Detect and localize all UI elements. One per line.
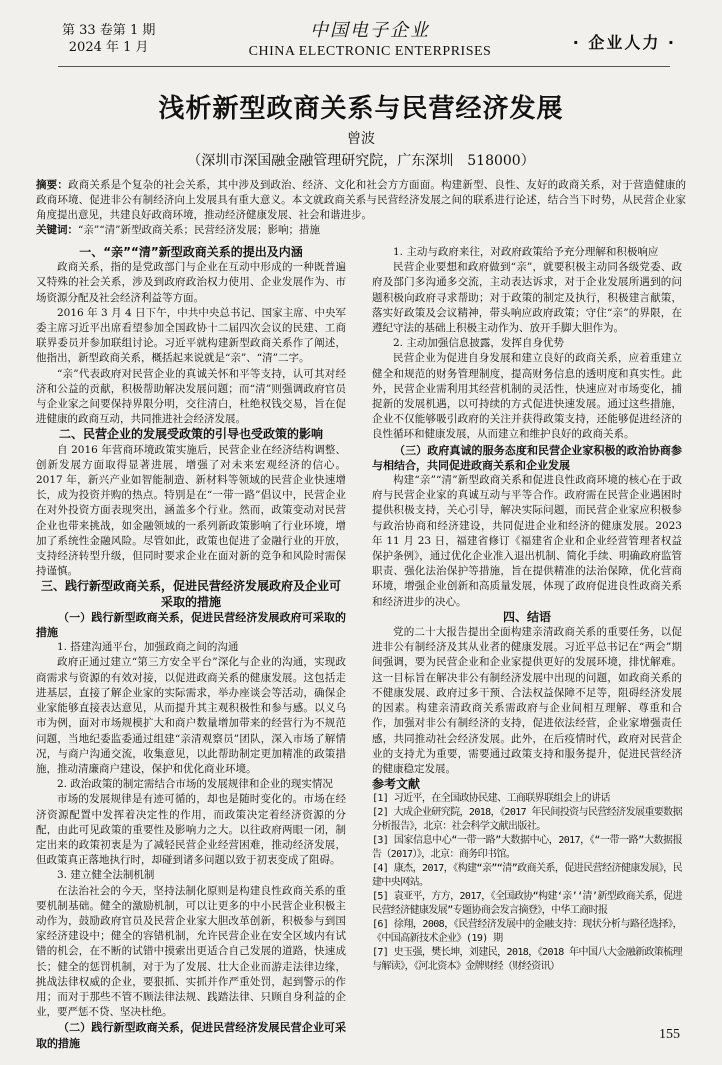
- section-heading: 二、民营企业的发展受政策的引导也受政策的影响: [58, 427, 323, 442]
- reference-item: [3] 国家信息中心“一带一路”大数据中心，2017，《“一带一路”大数据报告（2017）》，北京：商务印书馆。: [372, 835, 682, 861]
- body-paragraph: 民营企业要想和政府做到“亲”，就要积极主动同各级党委、政府及部门多沟通多交流，主动表达诉求，对于企业发展所遇到的问题积极向政府寻求帮助；对于政策的制定及执行，积极建言献策，落实好政策及会议精神，带头响应政府政策；守住“亲”的界限，在遵纪守法的基础上积极主动作为、放开手脚大胆作为。: [372, 261, 682, 335]
- page-number: 155: [659, 1027, 680, 1042]
- abstract: [36, 178, 686, 223]
- header-divider: [58, 66, 670, 67]
- abstract-text: 政商关系是个复杂的社会关系，其中涉及到政治、经济、文化和社会方方面面。构建新型、良性、友好的政商关系，对于营造健康的政商环境、促进非公有制经济向上发展具有重大意义。本文就政商关系与民营经济发展之间的联系进行论述，结合当下时势，从民营企业家角度提出意见，共建良好政商环境，推动经济健康发展、社会和谐进步。: [36, 179, 687, 221]
- reference-item: [7] 史玉强，樊长坤，刘建民，2018，《2018 年中国八大金融新政策梳理与解读》，《河北资本》金牌财经（财经资讯）: [372, 947, 682, 973]
- reference-item: [1] 习近平，在全国政协民建、工商联界联组会上的讲话: [372, 793, 610, 805]
- subsection-heading: （一）践行新型政商关系，促进民营经济发展政府可采取的措施: [36, 610, 346, 640]
- right-column: [372, 245, 682, 974]
- body-paragraph: 民营企业为促进自身发展和建立良好的政商关系，应着重建立健全和规范的财务管理制度，提高财务信息的透明度和真实性。此外，民营企业需利用其经营机制的灵活性，快速应对市场变化，捕捉新的发展机遇，以可持续的方式促进快速发展。通过这些措施，企业不仅能够吸引政府的关注并获得政策支持，还能够促进经济的良性循环和健康发展，从而建立和维护良好的政商关系。: [372, 352, 682, 441]
- reference-item: [6] 徐翔，2008，《民营经济发展中的金融支持：现状分析与路径选择》，《中国高新技术企业》(19) 期: [372, 919, 682, 945]
- body-paragraph: 在法治社会的今天，坚持法制化原则是构建良性政商关系的重要机制基础。健全的激励机制，可以让更多的中小民营企业积极主动作为，鼓励政府官员及民营企业家大胆改革创新，积极参与到国家经济建设中；健全的容错机制，允许民营企业在安全区域内有试错的机会，在不断的试错中摸索出更适合自己发展的道路，快速成长；健全的惩罚机制，对于为了发展、壮大企业而游走法律边缘，挑战法律权威的企业，要狠抓、实抓并作严重处罚，起到警示的作用；而对于那些不管不顾法律法规、践踏法律、只顾自身利益的企业，要严惩不贷、坚决杜绝。: [36, 884, 346, 1019]
- references-title: 参考文献: [372, 777, 421, 792]
- abstract-label: 摘要：: [36, 179, 68, 191]
- keywords-text: “亲”“清”新型政商关系；民营经济发展；影响；措施: [78, 224, 320, 236]
- section-label: · 企业人力 ·: [572, 33, 676, 52]
- article-affiliation: （深圳市深国融金融管理研究院，广东深圳 518000）: [187, 153, 535, 169]
- subsection-heading: 2. 政治政策的制定需结合市场的发展规律和企业的现实情况: [57, 778, 333, 791]
- body-paragraph: 党的二十大报告提出全面构建亲清政商关系的重要任务，以促进非公有制经济及其从业者的健康发展。习近平总书记在“两会”期间强调，要为民营企业和企业家提供更好的发展环境，排忧解难。这一目标旨在解决非公有制经济发展中出现的问题，如政商关系的不健康发展、政府过多干预、合法权益保障不足等，阻碍经济发展的因素。构建亲清政商关系需政府与企业间相互理解、尊重和合作，加强对非公有制经济的支持，促进依法经营，企业家增强责任感，共同推动社会经济发展。此外，在后疫情时代，政府对民营企业的支持尤为重要，需要通过政策支持和服务提升，促进民营经济的健康稳定发展。: [372, 626, 682, 775]
- subsection-heading: （二）践行新型政商关系，促进民营经济发展民营企业可采取的措施: [36, 1021, 346, 1050]
- body-paragraph: 2016 年 3 月 4 日下午，中共中央总书记、国家主席、中央军委主席习近平出席看望参加全国政协十二届四次会议的民建、工商联界委员并参加联组讨论。习近平就构建新型政商关系作了阐述，他指出，新型政商关系，概括起来说就是“亲”、“清”二字。: [36, 306, 346, 365]
- keywords-label: 关键词：: [36, 224, 78, 236]
- journal-logo: 中国电子企业: [310, 20, 430, 41]
- body-paragraph: 政府正通过建立“第三方安全平台”深化与企业的沟通，实现政商需求与资源的有效对接，以促进政商关系的健康发展。这包括走进基层，直接了解企业家的实际需求，举办座谈会等活动，确保企业家能够直接表达意见，从而提升其主观积极性和参与感。以义乌市为例，面对市场规模扩大和商户数量增加带来的经营行为不规范问题，当地纪委监委通过组建“亲清观察员”团队，深入市场了解情况，与商户沟通交流，收集意见，以此帮助制定更加精准的政策措施，推动清廉商户建设，保护和优化商业环境。: [36, 656, 346, 775]
- subsection-heading: 2. 主动加强信息披露，发挥自身优势: [393, 337, 564, 350]
- article-author: 曾波: [347, 131, 375, 147]
- subsection-heading: （三）政府真诚的服务态度和民营企业家积极的政治协商参与相结合，共同促进政商关系和企业发展: [372, 443, 682, 472]
- body-paragraph: 市场的发展规律是有迹可循的，却也是随时变化的。市场在经济资源配置中发挥着决定性的作用，而政策决定着经济资源的分配，由此可见政策的重要性及影响力之大。以往政府两眼一闭，制定出来的政策初衷是为了减轻民营企业经营困难，推动经济发展，但政策真正落地执行时，却碰到诸多问题以致于初衷变成了阻碍。: [36, 793, 346, 867]
- journal-masthead: [240, 16, 500, 60]
- section-heading: 一、“亲”“清”新型政商关系的提出及内涵: [79, 245, 303, 259]
- section-heading: 三、践行新型政商关系，促进民营经济发展政府及企业可采取的措施: [40, 579, 341, 609]
- subsection-heading: 1. 搭建沟通平台，加强政商之间的沟通: [57, 641, 239, 654]
- left-column: [36, 245, 346, 1051]
- abstract-block: [36, 178, 686, 238]
- body-paragraph: 自 2016 年营商环境政策实施后，民营企业在经济结构调整、创新发展方面取得显著进展，增强了对未来宏观经济的信心。2017 年，新兴产业如智能制造、新材料等领域的民营企业快速增长，成为投资并购的热点。特别是在“一带一路”倡议中，民营企业在对外投资方面表现突出，涵盖多个行业。然而，政策变动对民营企业也带来挑战，如金融领域的一系列新政策影响了行业环境，增加了系统性金融风险。尽管如此，政策也促进了金融行业的开放，支持经济转型升级，但同时要求企业在面对新的竞争和风险时需保持谨慎。: [36, 443, 346, 578]
- body-paragraph: 政商关系，指的是党政部门与企业在互动中形成的一种既普遍又特殊的社会关系，涉及到政府政治权力使用、企业发展作为、市场资源分配及社会经济利益等方面。: [36, 261, 346, 304]
- reference-item: [2] 大成企业研究院，2018，《2017 年民间投资与民营经济发展重要数据分析报告》，北京：社会科学文献出版社。: [372, 807, 682, 833]
- subsection-heading: 3. 建立健全法制机制: [57, 869, 155, 882]
- journal-english-name: CHINA ELECTRONIC ENTERPRISES: [248, 44, 492, 59]
- reference-item: [4] 康杰，2017，《构建“亲”“清”政商关系，促进民营经济健康发展》，民建中央网站。: [372, 863, 682, 889]
- body-paragraph: 构建“亲”“清”新型政商关系和促进良性政商环境的核心在于政府与民营企业家的真诚互动与平等合作。政府需在民营企业遇困时提供积极支持，关心引导，解决实际问题，而民营企业家应积极参与政治协商和经济建设，共同促进企业和经济的健康发展。2023 年 11 月 23 日，福建省修订《福建省企业和企业经营管理者权益保护条例》，通过优化企业准入退出机制、简化手续、明确政府监管职责、强化法治保护等措施，旨在提供精准的法治保障，优化营商环境，增强企业创新和高质量发展，体现了政府促进良性政商关系和经济进步的决心。: [372, 474, 682, 608]
- body-paragraph: “亲”代表政府对民营企业的真诚关怀和平等支持，认可其对经济和公益的贡献，积极帮助解决发展问题；而“清”则强调政府官员与企业家之间要保持界限分明，交往清白，杜绝权钱交易，旨在促进健康的政商互动，共同推进社会经济发展。: [36, 367, 346, 426]
- volume-label: 第 33 卷第 1 期: [62, 23, 156, 38]
- reference-item: [5] 袁亚平，方方，2017，《全国政协“构建‘亲’‘清’新型政商关系，促进民营经济健康发展”专题协商会发言摘登》，中华工商时报: [372, 891, 682, 917]
- issue-date: 2024 年 1 月: [68, 40, 149, 55]
- section-heading: 四、结语: [502, 609, 551, 624]
- article-title: 浅析新型政商关系与民营经济发展: [158, 94, 564, 124]
- journal-volume: [62, 22, 155, 56]
- keywords: [36, 223, 686, 238]
- subsection-heading: 1. 主动与政府来往，对政府政策给予充分理解和积极响应: [393, 246, 659, 258]
